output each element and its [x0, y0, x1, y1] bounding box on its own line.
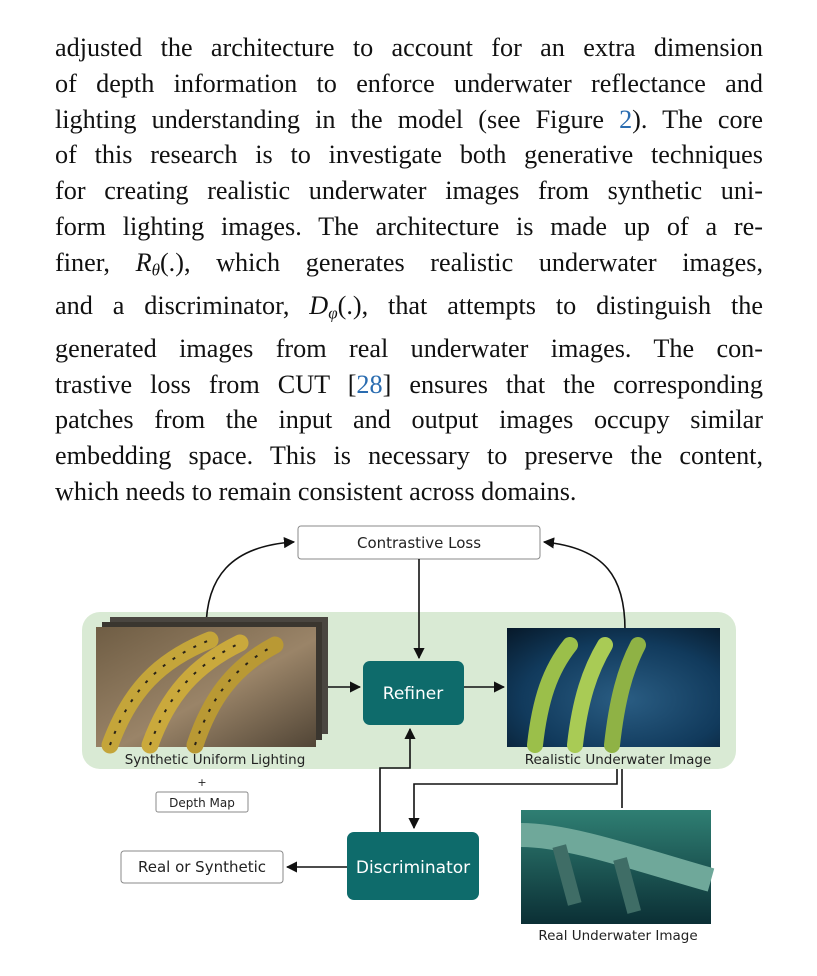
contrastive-loss-box [298, 526, 540, 559]
text-line: form lighting images. The architecture is made up of a re- [55, 211, 763, 241]
synthetic-image [96, 617, 328, 747]
discriminator-symbol: $D_\varphi$ [309, 290, 338, 323]
refiner-label: Refiner [382, 684, 444, 704]
text-line: patches from the input and output images occupy similar [55, 405, 763, 435]
citation-link[interactable]: 28 [356, 369, 383, 399]
realistic-caption: Realistic Underwater Image [524, 752, 712, 768]
contrastive-loss-label: Contrastive Loss [356, 534, 482, 552]
depth-map-label: Depth Map [169, 796, 235, 810]
depth-map-box [156, 792, 248, 812]
text-line: adjusted the architecture to account for an extra dimension [55, 33, 763, 62]
synthetic-caption: Synthetic Uniform Lighting [124, 752, 306, 768]
text-line: trastive loss from CUT [28] ensures that the corresponding [55, 369, 763, 399]
text-line: embedding space. This is necessary to preserve the content, [55, 441, 763, 471]
text-line: lighting understanding in the model (see Figure 2). The core [55, 104, 763, 134]
figure-reference-link[interactable]: 2 [619, 104, 633, 134]
plus-sign: + [197, 776, 207, 789]
discriminator-box [347, 832, 479, 900]
text-line: generated images from real underwater images. The con- [55, 333, 763, 363]
real-or-synthetic-box [121, 851, 283, 883]
real-image [521, 810, 711, 924]
real-caption: Real Underwater Image [538, 928, 698, 944]
real-or-synthetic-label: Real or Synthetic [137, 858, 267, 876]
discriminator-label: Discriminator [355, 858, 471, 878]
realistic-image [507, 628, 720, 747]
text-line: of depth information to enforce underwater reflectance and [55, 68, 763, 98]
refiner-box [363, 661, 464, 725]
text-line: finer, $R_\theta(.)$, which generates realistic underwater images, [55, 247, 763, 280]
text-line: which needs to remain consistent across domains. [55, 477, 577, 507]
text-line: of this research is to investigate both generative techniques [55, 140, 763, 170]
refiner-symbol: $R_\theta$ [135, 247, 160, 280]
text-line: for creating realistic underwater images from synthetic uni- [55, 176, 763, 206]
text-line: and a discriminator, $D_\varphi(.)$, that attempts to distinguish the [55, 290, 763, 323]
